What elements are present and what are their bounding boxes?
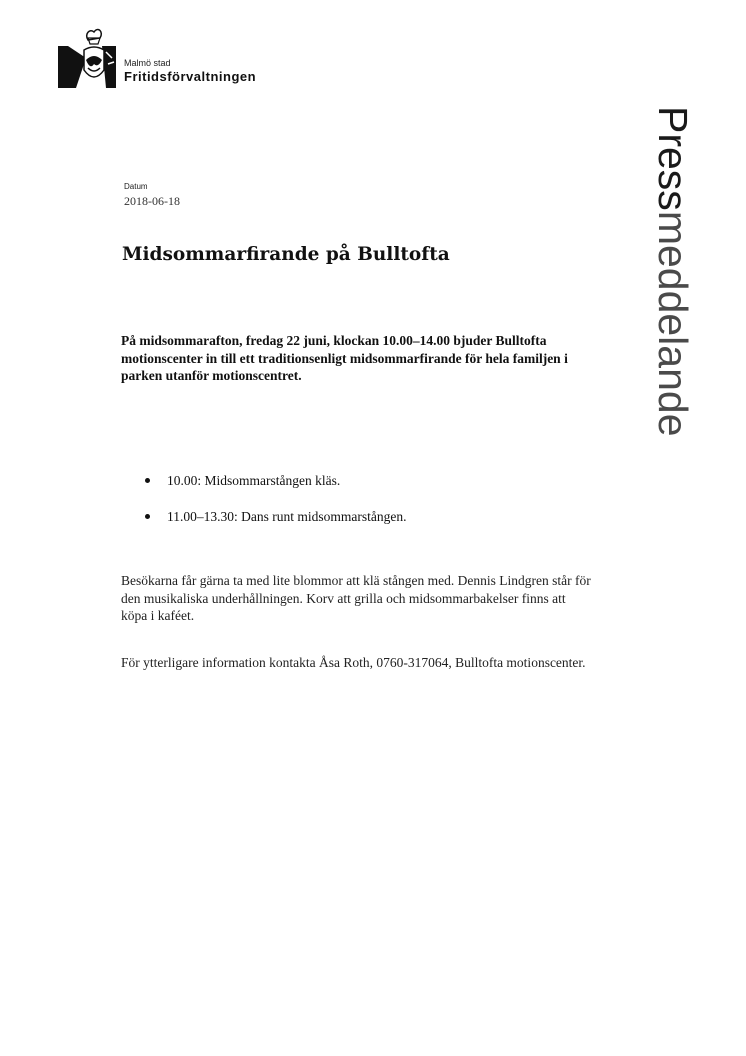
list-item-text: 10.00: Midsommarstången kläs. bbox=[167, 473, 341, 488]
page-title: Midsommarfirande på Bulltofta bbox=[122, 244, 450, 265]
organization-header bbox=[124, 58, 256, 85]
schedule-list bbox=[121, 472, 406, 544]
list-item-text: 11.00–13.30: Dans runt midsommarstången. bbox=[167, 509, 407, 524]
bullet-icon bbox=[145, 478, 150, 483]
list-item bbox=[121, 508, 406, 526]
body-paragraph: Besökarna får gärna ta med lite blommor att klä stången med. Dennis Lindgren står för den musikaliska underhållningen. Korv att grilla och midsommarbakelser finns att köpa i kaféet. bbox=[121, 573, 591, 623]
document-type-part1: Press bbox=[650, 106, 696, 211]
document-type-vertical bbox=[650, 106, 696, 437]
bullet-icon bbox=[145, 514, 150, 519]
list-item bbox=[121, 472, 406, 490]
department-name: Fritidsförvaltningen bbox=[124, 69, 257, 84]
contact-paragraph: För ytterligare information kontakta Åsa Roth, 0760-317064, Bulltofta motionscenter. bbox=[121, 655, 586, 670]
lead-paragraph: På midsommarafton, fredag 22 juni, klockan 10.00–14.00 bjuder Bulltofta motionscenter in till ett traditionsenligt midsommarfirande för hela familjen i parken utanför motionscentret. bbox=[121, 333, 568, 383]
malmo-coat-of-arms-icon bbox=[58, 24, 116, 88]
date-label: Datum bbox=[124, 182, 148, 191]
city-name: Malmö stad bbox=[124, 58, 171, 68]
date-value: 2018-06-18 bbox=[124, 194, 180, 208]
document-type-part2: meddelande bbox=[650, 210, 696, 437]
